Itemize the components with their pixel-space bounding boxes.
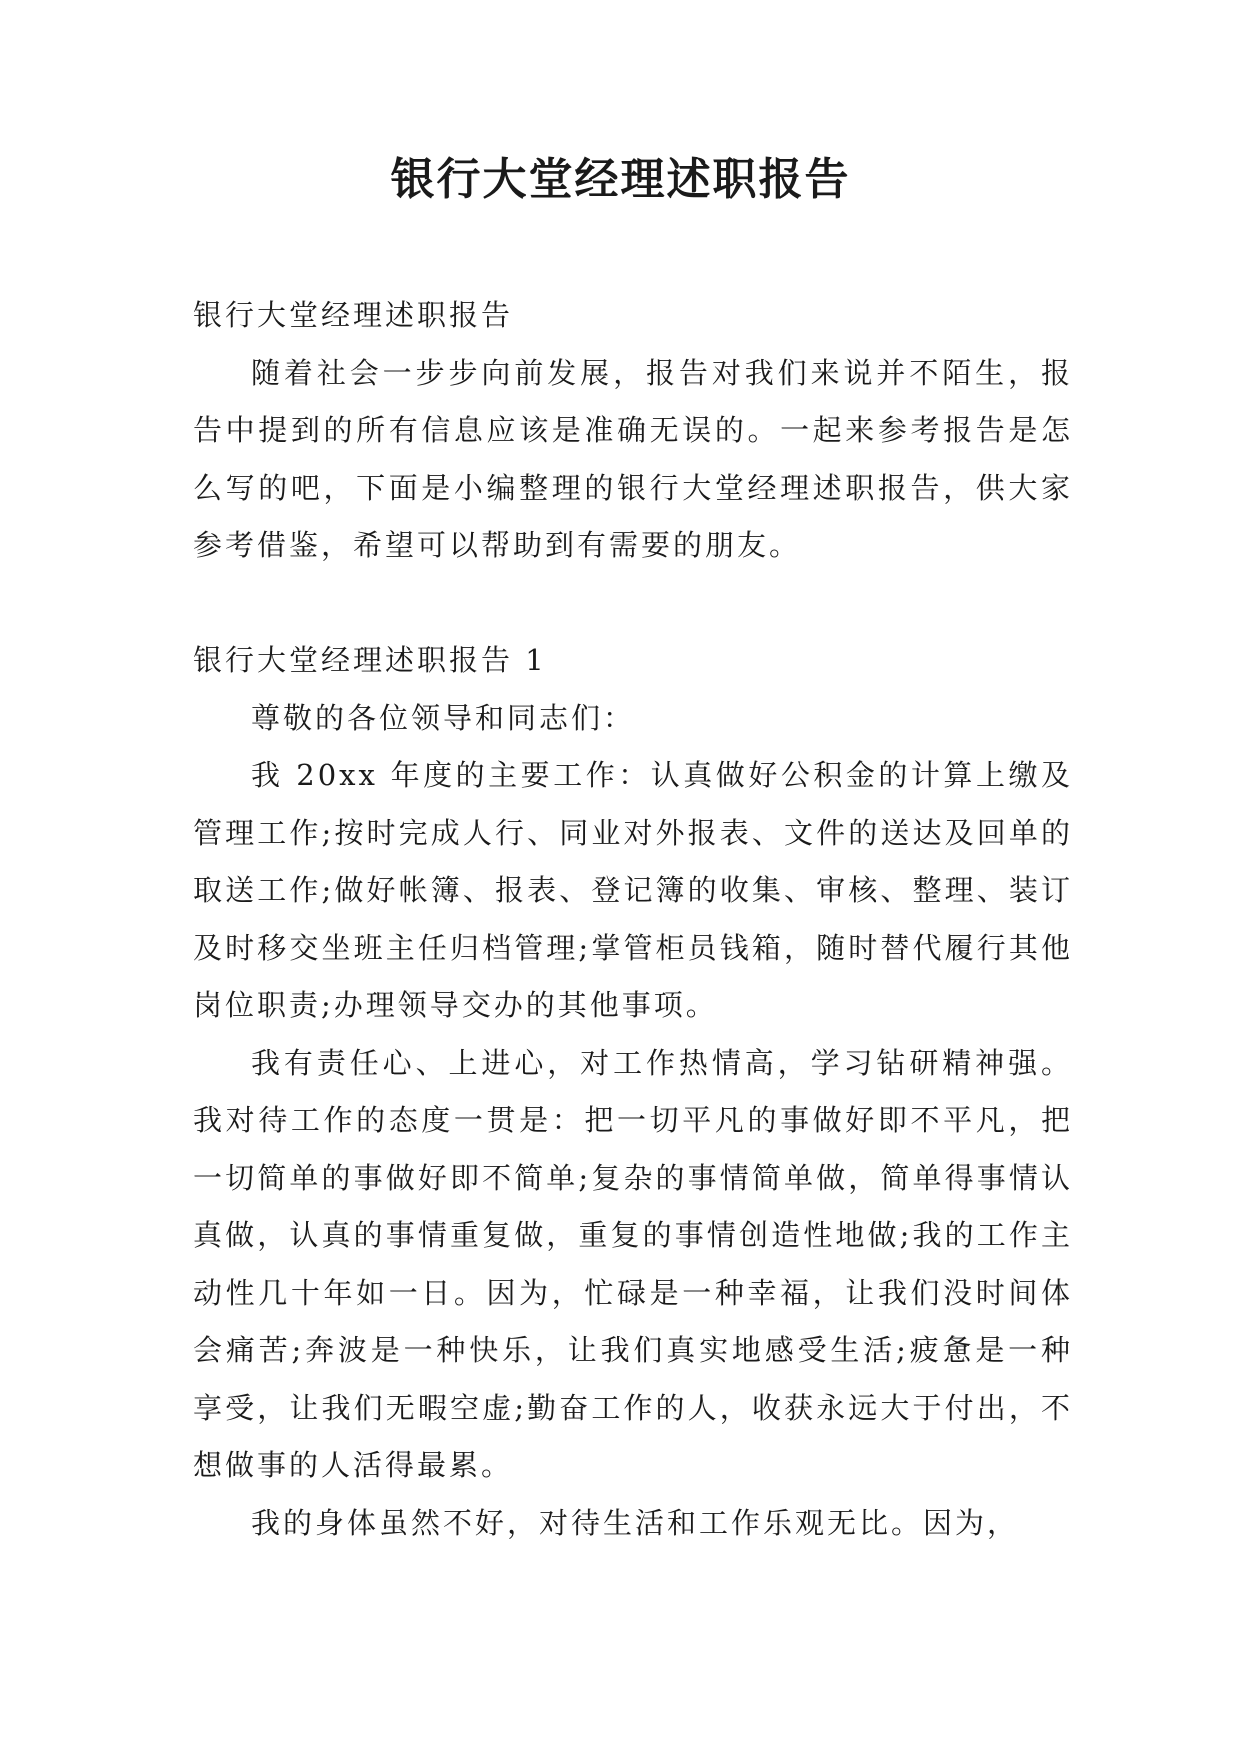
body-paragraph: 我有责任心、上进心，对工作热情高，学习钻研精神强。我对待工作的态度一贯是：把一切平凡的事做好即不平凡，把一切简单的事做好即不简单;复杂的事情简单做，简单得事情认真做，认真的事情重复做，重复的事情创造性地做;我的工作主动性几十年如一日。因为，忙碌是一种幸福，让我们没时间体会痛苦;奔波是一种快乐，让我们真实地感受生活;疲惫是一种享受，让我们无暇空虚;勤奋工作的人，收获永远大于付出，不想做事的人活得最累。 (193, 1045, 1073, 1482)
body-paragraph: 我 20xx 年度的主要工作：认真做好公积金的计算上缴及管理工作;按时完成人行、同业对外报表、文件的送达及回单的取送工作;做好帐簿、报表、登记簿的收集、审核、整理、装订及时移交坐班主任归档管理;掌管柜员钱箱，随时替代履行其他岗位职责;办理领导交办的其他事项。 (193, 758, 1073, 1022)
document-title: 银行大堂经理述职报告 (390, 154, 851, 205)
section-heading: 银行大堂经理述职报告 1 (193, 643, 547, 677)
body-paragraph: 我的身体虽然不好，对待生活和工作乐观无比。因为， (251, 1505, 1020, 1540)
salutation: 尊敬的各位领导和同志们： (251, 700, 636, 735)
intro-paragraph: 随着社会一步步向前发展，报告对我们来说并不陌生，报告中提到的所有信息应该是准确无误的。一起来参考报告是怎么写的吧，下面是小编整理的银行大堂经理述职报告，供大家参考借鉴，希望可以帮助到有需要的朋友。 (193, 355, 1073, 562)
section-spacer (193, 575, 1073, 633)
intro-heading: 银行大堂经理述职报告 (193, 298, 514, 332)
document-body (193, 287, 1073, 1552)
